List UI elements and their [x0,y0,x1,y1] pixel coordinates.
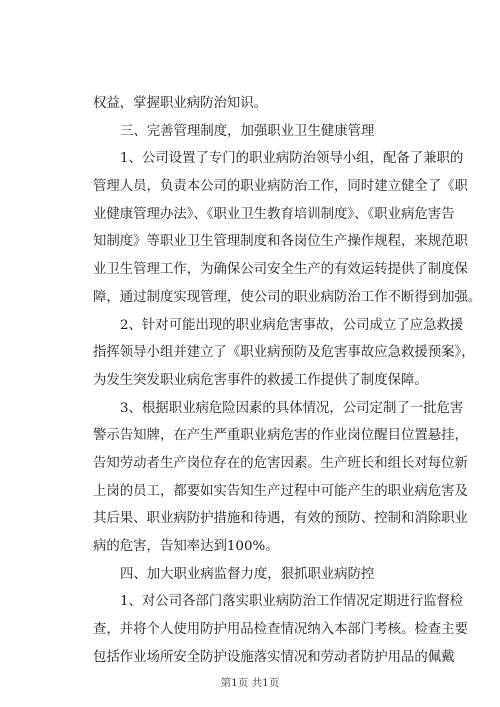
text-line: 查，并将个人使用防护用品检查情况纳入本部门考核。检查主要 [93,622,468,638]
text-line: 1、公司设置了专门的职业病防治领导小组，配备了兼职的 [120,151,464,167]
text-line: 障，通过制度实现管理，使公司的职业病防治工作不断得到加强。 [93,289,482,305]
page-footer: 第1页 共1页 [220,677,280,689]
text-line: 业健康管理办法》、《职业卫生教育培训制度》、《职业病危害告 [93,206,455,222]
text-line: 告知劳动者生产岗位存在的危害因素。生产班长和组长对每位新 [93,455,468,471]
text-line: 权益，掌握职业病防治知识。 [93,96,268,111]
text-line: 管理人员，负责本公司的职业病防治工作，同时建立健全了《职 [93,179,468,195]
text-line: 业卫生管理工作，为确保公司安全生产的有效运转提供了制度保 [93,262,468,278]
text-line: 警示告知牌，在产生严重职业病危害的作业岗位醒目位置悬挂， [93,428,468,444]
section-heading: 四、加大职业病监督力度，狠抓职业病防控 [120,566,375,582]
text-line: 1、对公司各部门落实职业病防治工作情况定期进行监督检 [120,594,464,610]
text-line: 病的危害，告知率达到100%。 [93,539,279,554]
text-line: 为发生突发职业病危害事件的救援工作提供了制度保障。 [93,372,428,388]
text-line: 指挥领导小组并建立了《职业病预防及危害事故应急救援预案》， [93,345,475,361]
text-line: 3、根据职业病危险因素的具体情况，公司定制了一批危害 [120,400,464,416]
section-heading: 三、完善管理制度，加强职业卫生健康管理 [120,123,375,139]
text-line: 上岗的员工，都要如实告知生产过程中可能产生的职业病危害及 [93,483,468,499]
text-line: 知制度》等职业卫生管理制度和各岗位生产操作规程，来规范职 [93,234,468,250]
text-line: 其后果、职业病防护措施和待遇，有效的预防、控制和消除职业 [93,511,468,527]
text-line: 2、针对可能出现的职业病危害事故，公司成立了应急救援 [120,317,464,333]
text-line: 包括作业场所安全防护设施落实情况和劳动者防护用品的佩戴 [93,649,455,665]
document-body [93,90,482,671]
